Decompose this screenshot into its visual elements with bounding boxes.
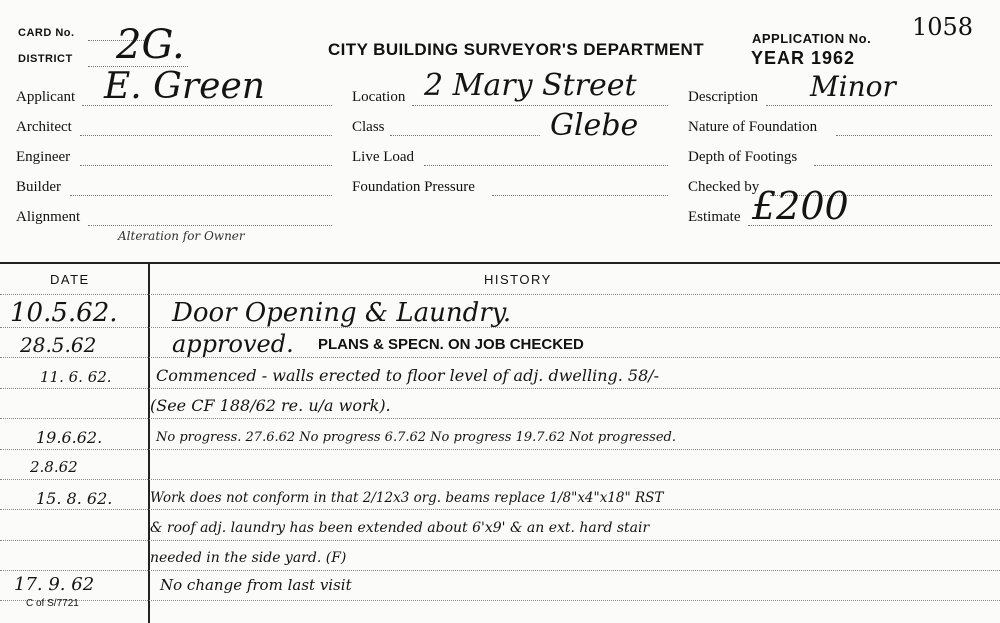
architect-dots bbox=[80, 135, 332, 136]
entry-date: 17. 9. 62 bbox=[14, 574, 95, 595]
date-column-divider bbox=[148, 262, 150, 623]
live-load-label: Live Load bbox=[352, 149, 415, 165]
estimate-value: £200 bbox=[752, 184, 849, 228]
entry-date: 19.6.62. bbox=[36, 428, 103, 447]
entry-text: Commenced - walls erected to floor level of adj. dwelling. 58/- bbox=[156, 366, 660, 385]
history-rule bbox=[0, 509, 1000, 510]
live-load-dots bbox=[424, 165, 668, 166]
engineer-label: Engineer bbox=[16, 149, 71, 165]
nature-foundation-dots bbox=[836, 135, 992, 136]
card-no-label: CARD No. bbox=[18, 27, 75, 39]
class-dots bbox=[390, 135, 540, 136]
applicant-value: E. Green bbox=[104, 66, 265, 107]
nature-foundation-label: Nature of Foundation bbox=[688, 119, 818, 135]
location-label: Location bbox=[352, 89, 406, 105]
applicant-label: Applicant bbox=[16, 89, 76, 105]
builder-dots bbox=[70, 195, 332, 196]
district-value: 2G. bbox=[116, 22, 185, 68]
history-rule bbox=[0, 540, 1000, 541]
entry-text: approved. bbox=[172, 330, 294, 358]
application-label: APPLICATION No. bbox=[752, 31, 872, 46]
history-rule bbox=[0, 418, 1000, 419]
estimate-label: Estimate bbox=[688, 209, 741, 225]
builder-label: Builder bbox=[16, 179, 61, 195]
entry-text: No progress. 27.6.62 No progress 6.7.62 No progress 19.7.62 Not progressed. bbox=[156, 430, 676, 445]
class-label: Class bbox=[352, 119, 385, 135]
description-label: Description bbox=[688, 89, 758, 105]
location-value-suburb: Glebe bbox=[550, 108, 639, 143]
alignment-dots bbox=[88, 225, 332, 226]
footer-code: C of S/7721 bbox=[26, 598, 79, 609]
entry-text: & roof adj. laundry has been extended about 6'x9' & an ext. hard stair bbox=[150, 520, 650, 536]
entry-date: 15. 8. 62. bbox=[36, 489, 113, 508]
checked-stamp: PLANS & SPECN. ON JOB CHECKED bbox=[318, 336, 584, 353]
remark-note: Alteration for Owner bbox=[118, 229, 245, 243]
entry-text: Work does not conform in that 2/12x3 org. beams replace 1/8"x4"x18" RST bbox=[150, 490, 664, 506]
depth-footings-dots bbox=[814, 165, 992, 166]
description-value: Minor bbox=[810, 70, 896, 103]
entry-date: 11. 6. 62. bbox=[40, 368, 112, 386]
history-rule bbox=[0, 479, 1000, 480]
year-label: YEAR 1962 bbox=[751, 48, 856, 68]
entry-date: 10.5.62. bbox=[10, 298, 118, 328]
entry-date: 2.8.62 bbox=[30, 458, 78, 476]
location-value: 2 Mary Street bbox=[424, 68, 637, 103]
location-dots bbox=[412, 105, 668, 106]
history-rule bbox=[0, 449, 1000, 450]
entry-text: (See CF 188/62 re. u/a work). bbox=[150, 396, 391, 415]
entry-text: No change from last visit bbox=[160, 576, 352, 594]
foundation-pressure-label: Foundation Pressure bbox=[352, 179, 475, 195]
district-label: DISTRICT bbox=[18, 53, 73, 65]
depth-footings-label: Depth of Footings bbox=[688, 149, 798, 165]
checked-by-label: Checked by bbox=[688, 179, 760, 195]
history-rule bbox=[0, 570, 1000, 571]
history-rule bbox=[0, 600, 1000, 601]
date-header: DATE bbox=[50, 272, 90, 287]
alignment-label: Alignment bbox=[16, 209, 81, 225]
department-title: CITY BUILDING SURVEYOR'S DEPARTMENT bbox=[328, 40, 705, 59]
history-rule bbox=[0, 388, 1000, 389]
engineer-dots bbox=[80, 165, 332, 166]
entry-text: needed in the side yard. (F) bbox=[150, 550, 347, 566]
architect-label: Architect bbox=[16, 119, 72, 135]
entry-date: 28.5.62 bbox=[20, 333, 97, 357]
description-dots bbox=[766, 105, 992, 106]
history-rule bbox=[0, 294, 1000, 295]
section-divider bbox=[0, 262, 1000, 264]
entry-text: Door Opening & Laundry. bbox=[172, 298, 512, 328]
history-header: HISTORY bbox=[484, 272, 552, 287]
history-rule bbox=[0, 357, 1000, 358]
application-number: 1058 bbox=[912, 13, 974, 41]
foundation-pressure-dots bbox=[492, 195, 668, 196]
